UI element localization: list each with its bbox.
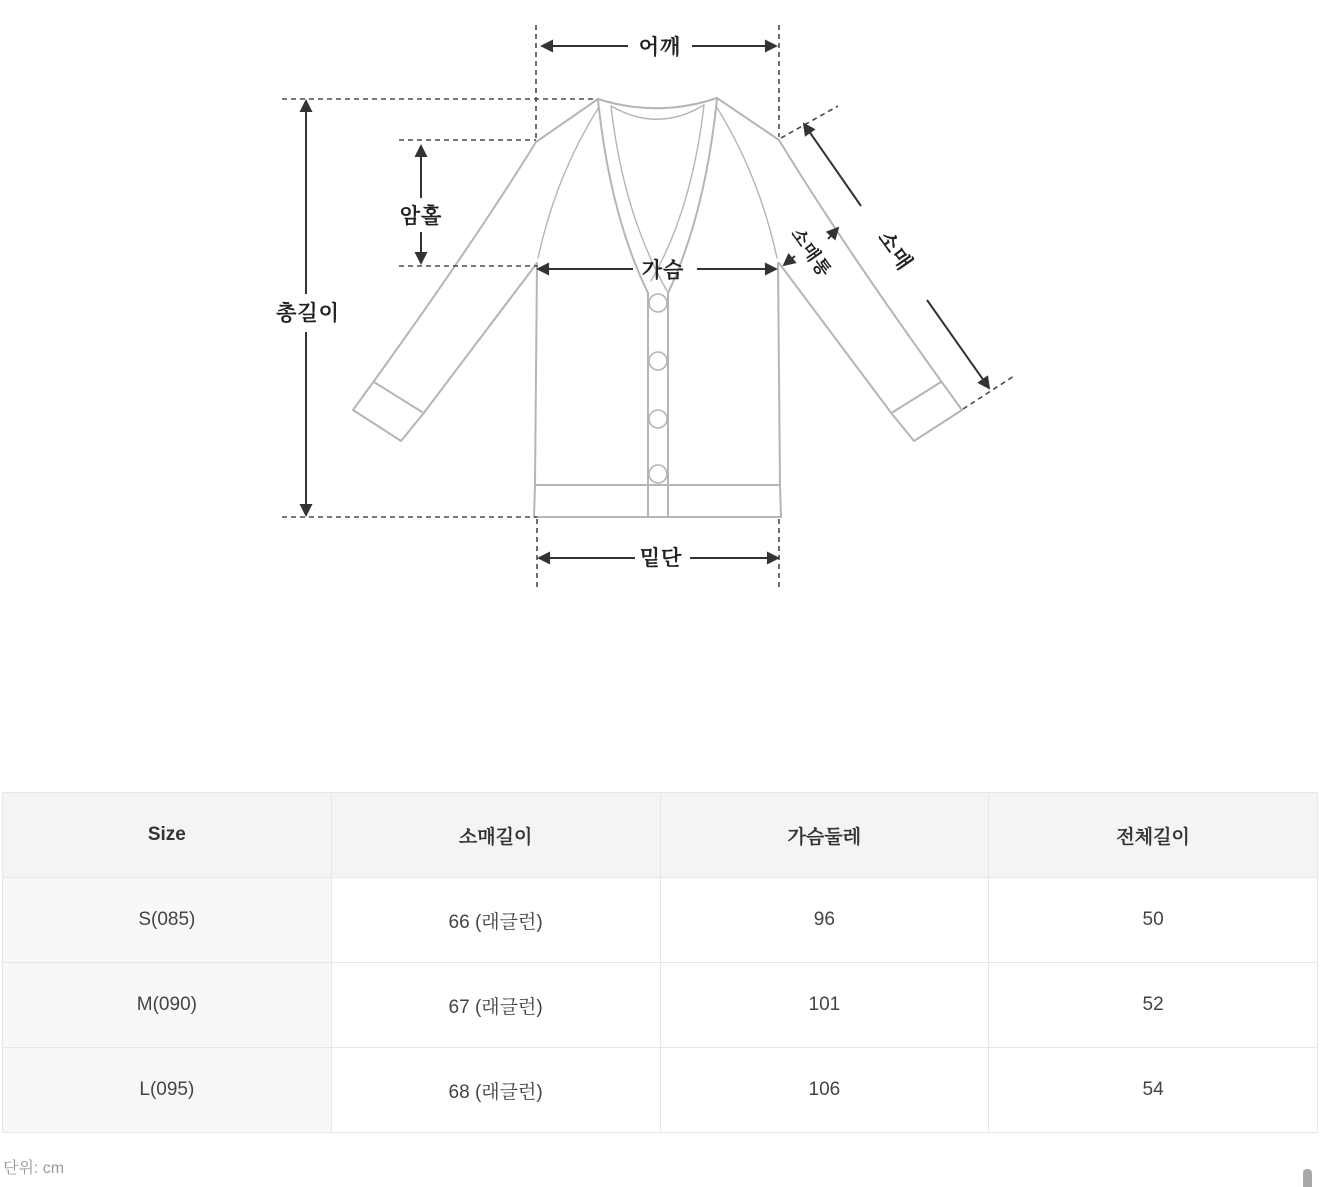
sleeve-label: 소매: [873, 226, 917, 275]
chest-cell: 96: [660, 878, 989, 963]
col-header-total-length: 전체길이: [989, 793, 1318, 878]
total-length-cell: 50: [989, 878, 1318, 963]
sleeve-length-cell: 66 (래글런): [331, 878, 660, 963]
total-length-cell: 54: [989, 1048, 1318, 1133]
size-table-header-row: [3, 793, 1318, 878]
size-cell: M(090): [3, 963, 332, 1048]
col-header-size: Size: [3, 793, 332, 878]
hem-label: 밑단: [639, 547, 683, 570]
cardigan-outline: [353, 98, 962, 517]
armhole-label: 암홀: [399, 205, 443, 228]
total-length-cell: 52: [989, 963, 1318, 1048]
table-row: [3, 1048, 1318, 1133]
scrollbar-thumb[interactable]: [1303, 1169, 1312, 1187]
size-table: [2, 792, 1318, 1133]
unit-note: 단위: cm: [3, 1160, 65, 1177]
button-2: [649, 352, 667, 370]
table-row: [3, 963, 1318, 1048]
col-header-chest: 가슴둘레: [660, 793, 989, 878]
button-1: [649, 294, 667, 312]
size-cell: L(095): [3, 1048, 332, 1133]
button-4: [649, 465, 667, 483]
table-row: [3, 878, 1318, 963]
chest-cell: 101: [660, 963, 989, 1048]
col-header-sleeve-length: 소매길이: [331, 793, 660, 878]
shoulder-label: 어깨: [638, 36, 682, 59]
size-cell: S(085): [3, 878, 332, 963]
button-3: [649, 410, 667, 428]
total-length-label: 총길이: [276, 302, 340, 325]
sleeve-length-cell: 68 (래글런): [331, 1048, 660, 1133]
sleeve-width-label: 소매통: [787, 224, 836, 281]
chest-label: 가슴: [641, 259, 685, 282]
sleeve-length-cell: 67 (래글런): [331, 963, 660, 1048]
chest-cell: 106: [660, 1048, 989, 1133]
